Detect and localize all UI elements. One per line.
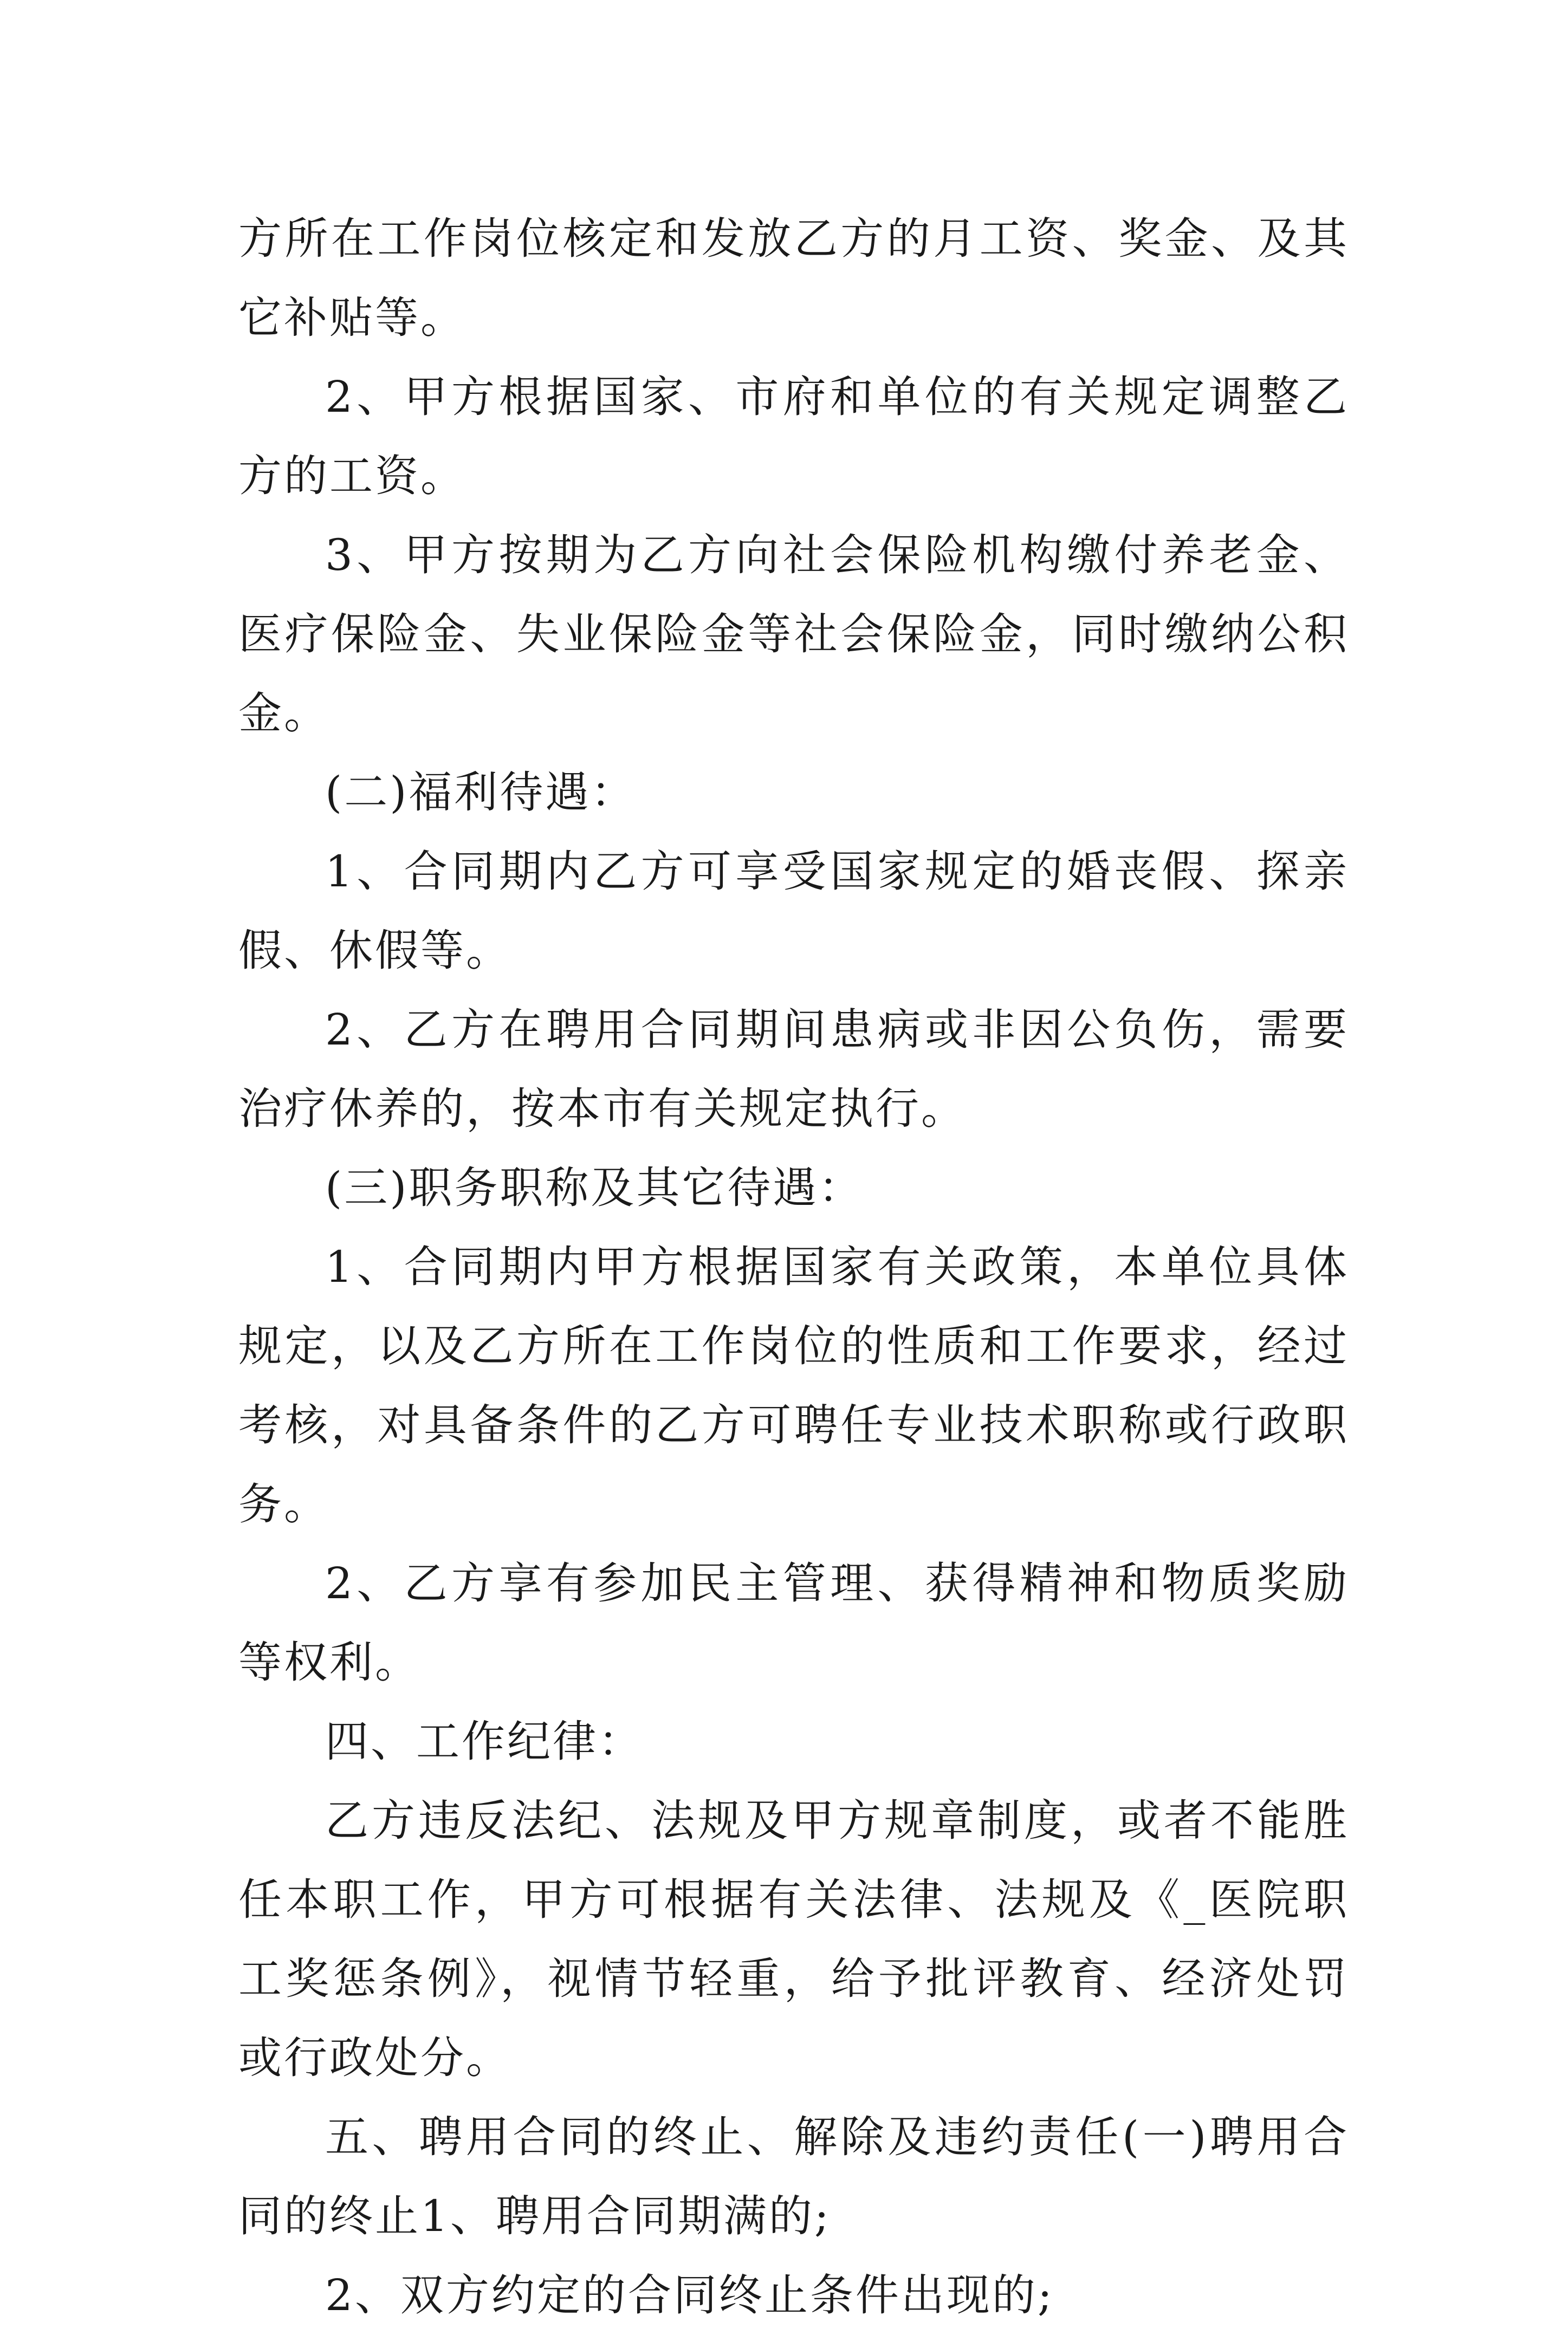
paragraph-termination-condition: 2、双方约定的合同终止条件出现的; <box>325 2270 1054 2320</box>
section-heading-titles: (三)职务职称及其它待遇： <box>325 1163 864 1213</box>
section-heading-termination: 五、聘用合同的终止、解除及违约责任(一)聘用合同的终止1、聘用合同期满的; <box>238 2112 1349 2241</box>
paragraph-professional-title: 1、合同期内甲方根据国家有关政策，本单位具体规定，以及乙方所在工作岗位的性质和工作要求，经过考核，对具备条件的乙方可聘任专业技术职称或行政职务。 <box>238 1242 1349 1529</box>
paragraph-social-insurance: 3、甲方按期为乙方向社会保险机构缴付养老金、医疗保险金、失业保险金等社会保险金，同时缴纳公积金。 <box>238 530 1349 738</box>
section-heading-discipline: 四、工作纪律： <box>325 1716 644 1767</box>
paragraph-discipline: 乙方违反法纪、法规及甲方规章制度，或者不能胜任本职工作，甲方可根据有关法律、法规及《_医院职工奖惩条例》，视情节轻重，给予批评教育、经济处罚或行政处分。 <box>238 1795 1349 2083</box>
paragraph-salary-adjustment: 2、甲方根据国家、市府和单位的有关规定调整乙方的工资。 <box>238 372 1349 501</box>
paragraph-salary-continuation: 方所在工作岗位核定和发放乙方的月工资、奖金、及其它补贴等。 <box>238 213 1349 343</box>
document-body <box>238 199 1349 2335</box>
paragraph-leave: 1、合同期内乙方可享受国家规定的婚丧假、探亲假、休假等。 <box>238 846 1349 976</box>
paragraph-sick-leave: 2、乙方在聘用合同期间患病或非因公负伤，需要治疗休养的，按本市有关规定执行。 <box>238 1004 1349 1134</box>
paragraph-rights: 2、乙方享有参加民主管理、获得精神和物质奖励等权利。 <box>238 1558 1349 1688</box>
section-heading-welfare: (二)福利待遇： <box>325 767 637 818</box>
